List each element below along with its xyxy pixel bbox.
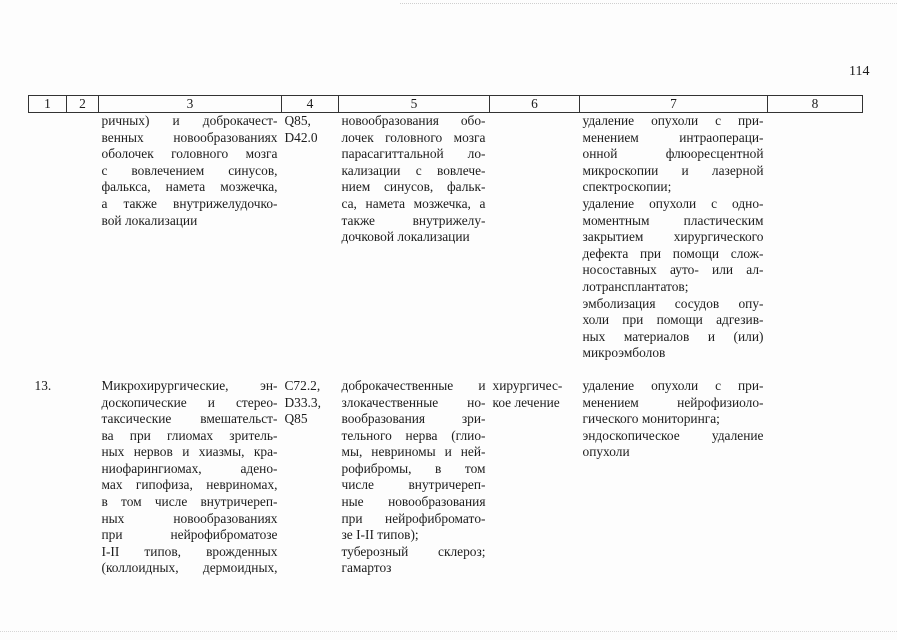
column-header-1: 1: [29, 96, 67, 113]
text-line: хирургичес-: [492, 377, 563, 393]
row-number-cell: 13.: [34, 377, 52, 393]
text-line: микроэмболов: [582, 345, 666, 361]
text-line: туберозный склероз;: [341, 543, 486, 559]
text-line: ричных) и доброкачест-: [101, 113, 278, 128]
page-number: 114: [849, 64, 870, 79]
text-line: а также внутрижелудочко-: [101, 195, 278, 211]
col8-cell: [768, 378, 863, 577]
text-line: вообразования зри-: [341, 411, 486, 427]
text-line: оболочек головного мозга: [101, 146, 278, 162]
col8-cell: [768, 113, 863, 362]
column-header-3: 3: [99, 96, 282, 113]
text-line: вой локализации: [101, 212, 198, 228]
column-header-8: 8: [768, 96, 863, 113]
spacer-cell: [29, 362, 863, 378]
text-line: носоставных ауто- или ал-: [582, 262, 764, 278]
column-number-header-row: [29, 96, 863, 113]
text-line: мы, невриномы и ней-: [341, 444, 486, 460]
text-line: злокачественные но-: [341, 394, 486, 410]
text-line: микроскопии и лазерной: [582, 162, 764, 178]
text-line: эмболизация сосудов опу-: [582, 295, 764, 311]
text-line: гического мониторинга;: [582, 411, 720, 427]
column-header-5: 5: [339, 96, 490, 113]
codes-cell: [282, 113, 339, 362]
column-header-2: 2: [67, 96, 99, 113]
text-line: гамартоз: [341, 560, 392, 576]
text-line: ва при глиомах зритель-: [101, 427, 278, 443]
text-line: доскопические и стерео-: [101, 394, 278, 410]
text-line: фалькса, намета мозжечка,: [101, 179, 278, 195]
text-line: дефекта при помощи слож-: [582, 245, 764, 261]
codes-cell: [282, 378, 339, 577]
text-line: зе I-II типов);: [341, 527, 419, 543]
text-line: холи при помощи адгезив-: [582, 312, 764, 328]
code-line: D33.3,: [284, 394, 321, 410]
method-cell: [580, 378, 768, 577]
column-header-6: 6: [490, 96, 580, 113]
text-line: при нейрофиброматo-: [341, 510, 486, 526]
text-line: ных нервов и хиазмы, кра-: [101, 444, 278, 460]
text-line: кое лечение: [492, 394, 560, 410]
procedures-table: [28, 95, 863, 577]
text-line: тельного нерва (глио-: [341, 427, 486, 443]
text-line: при нейрофиброматозе: [101, 527, 278, 543]
text-line: удаление опухоли с при-: [582, 377, 764, 393]
text-line: кализации с вовлече-: [341, 162, 486, 178]
code-line: D42.0: [284, 129, 318, 145]
column-header-4: 4: [282, 96, 339, 113]
table-row: [29, 378, 863, 577]
text-line: ных новообразованиях: [101, 510, 278, 526]
text-line: парасагиттальной ло-: [341, 146, 486, 162]
text-line: спектроскопии;: [582, 179, 672, 195]
text-line: лочек головного мозга: [341, 129, 486, 145]
text-line: удаление опухоли с при-: [582, 113, 764, 128]
column-header-7: 7: [580, 96, 768, 113]
text-line: дочковой локализации: [341, 229, 470, 245]
text-line: удаление опухоли с одно-: [582, 195, 764, 211]
table-row: [29, 113, 863, 362]
text-line: закрытием хирургического: [582, 229, 764, 245]
methods-cell: [99, 378, 282, 577]
text-line: ных материалов и (или): [582, 328, 764, 344]
treatment-cell: [490, 378, 580, 577]
text-line: числе внутричереп-: [341, 477, 486, 493]
text-line: менением нейрофизиоло-: [582, 394, 764, 410]
treatment-cell: [490, 113, 580, 362]
text-line: ные новообразования: [341, 494, 486, 510]
code-line: C72.2,: [284, 377, 321, 393]
text-line: нием синусов, фальк-: [341, 179, 486, 195]
text-line: моментным пластическим: [582, 212, 764, 228]
scan-edge-top: [400, 3, 897, 6]
text-line: доброкачественные и: [341, 377, 486, 393]
text-line: таксические вмешательст-: [101, 411, 278, 427]
code-line: Q85: [284, 411, 308, 427]
text-line: с вовлечением синусов,: [101, 162, 278, 178]
text-line: рофибромы, в том: [341, 460, 486, 476]
text-line: опухоли: [582, 444, 630, 460]
text-line: эндоскопическое удаление: [582, 427, 764, 443]
code-line: Q85,: [284, 113, 311, 128]
text-line: I-II типов, врожденных: [101, 543, 278, 559]
text-line: менением интраопераци-: [582, 129, 764, 145]
col2-cell: [67, 113, 99, 362]
scan-edge-bottom: [0, 631, 897, 634]
text-line: лотрансплантатов;: [582, 278, 689, 294]
row-spacer: [29, 362, 863, 378]
methods-cell: [99, 113, 282, 362]
text-line: са, намета мозжечка, а: [341, 195, 486, 211]
row-number-cell: [29, 113, 67, 362]
method-cell: [580, 113, 768, 362]
col2-cell: [67, 378, 99, 577]
text-line: мах гипофиза, невриномах,: [101, 477, 278, 493]
text-line: венных новообразованиях: [101, 129, 278, 145]
text-line: новообразования обо-: [341, 113, 486, 128]
model-cell: [339, 378, 490, 577]
text-line: онной флюоресцентной: [582, 146, 764, 162]
text-line: (коллоидных, дермоидных,: [101, 560, 278, 576]
model-cell: [339, 113, 490, 362]
text-line: Микрохирургические, эн-: [101, 377, 278, 393]
text-line: в том числе внутричереп-: [101, 494, 278, 510]
text-line: также внутрижелу-: [341, 212, 486, 228]
text-line: ниофарингиомах, адено-: [101, 460, 278, 476]
